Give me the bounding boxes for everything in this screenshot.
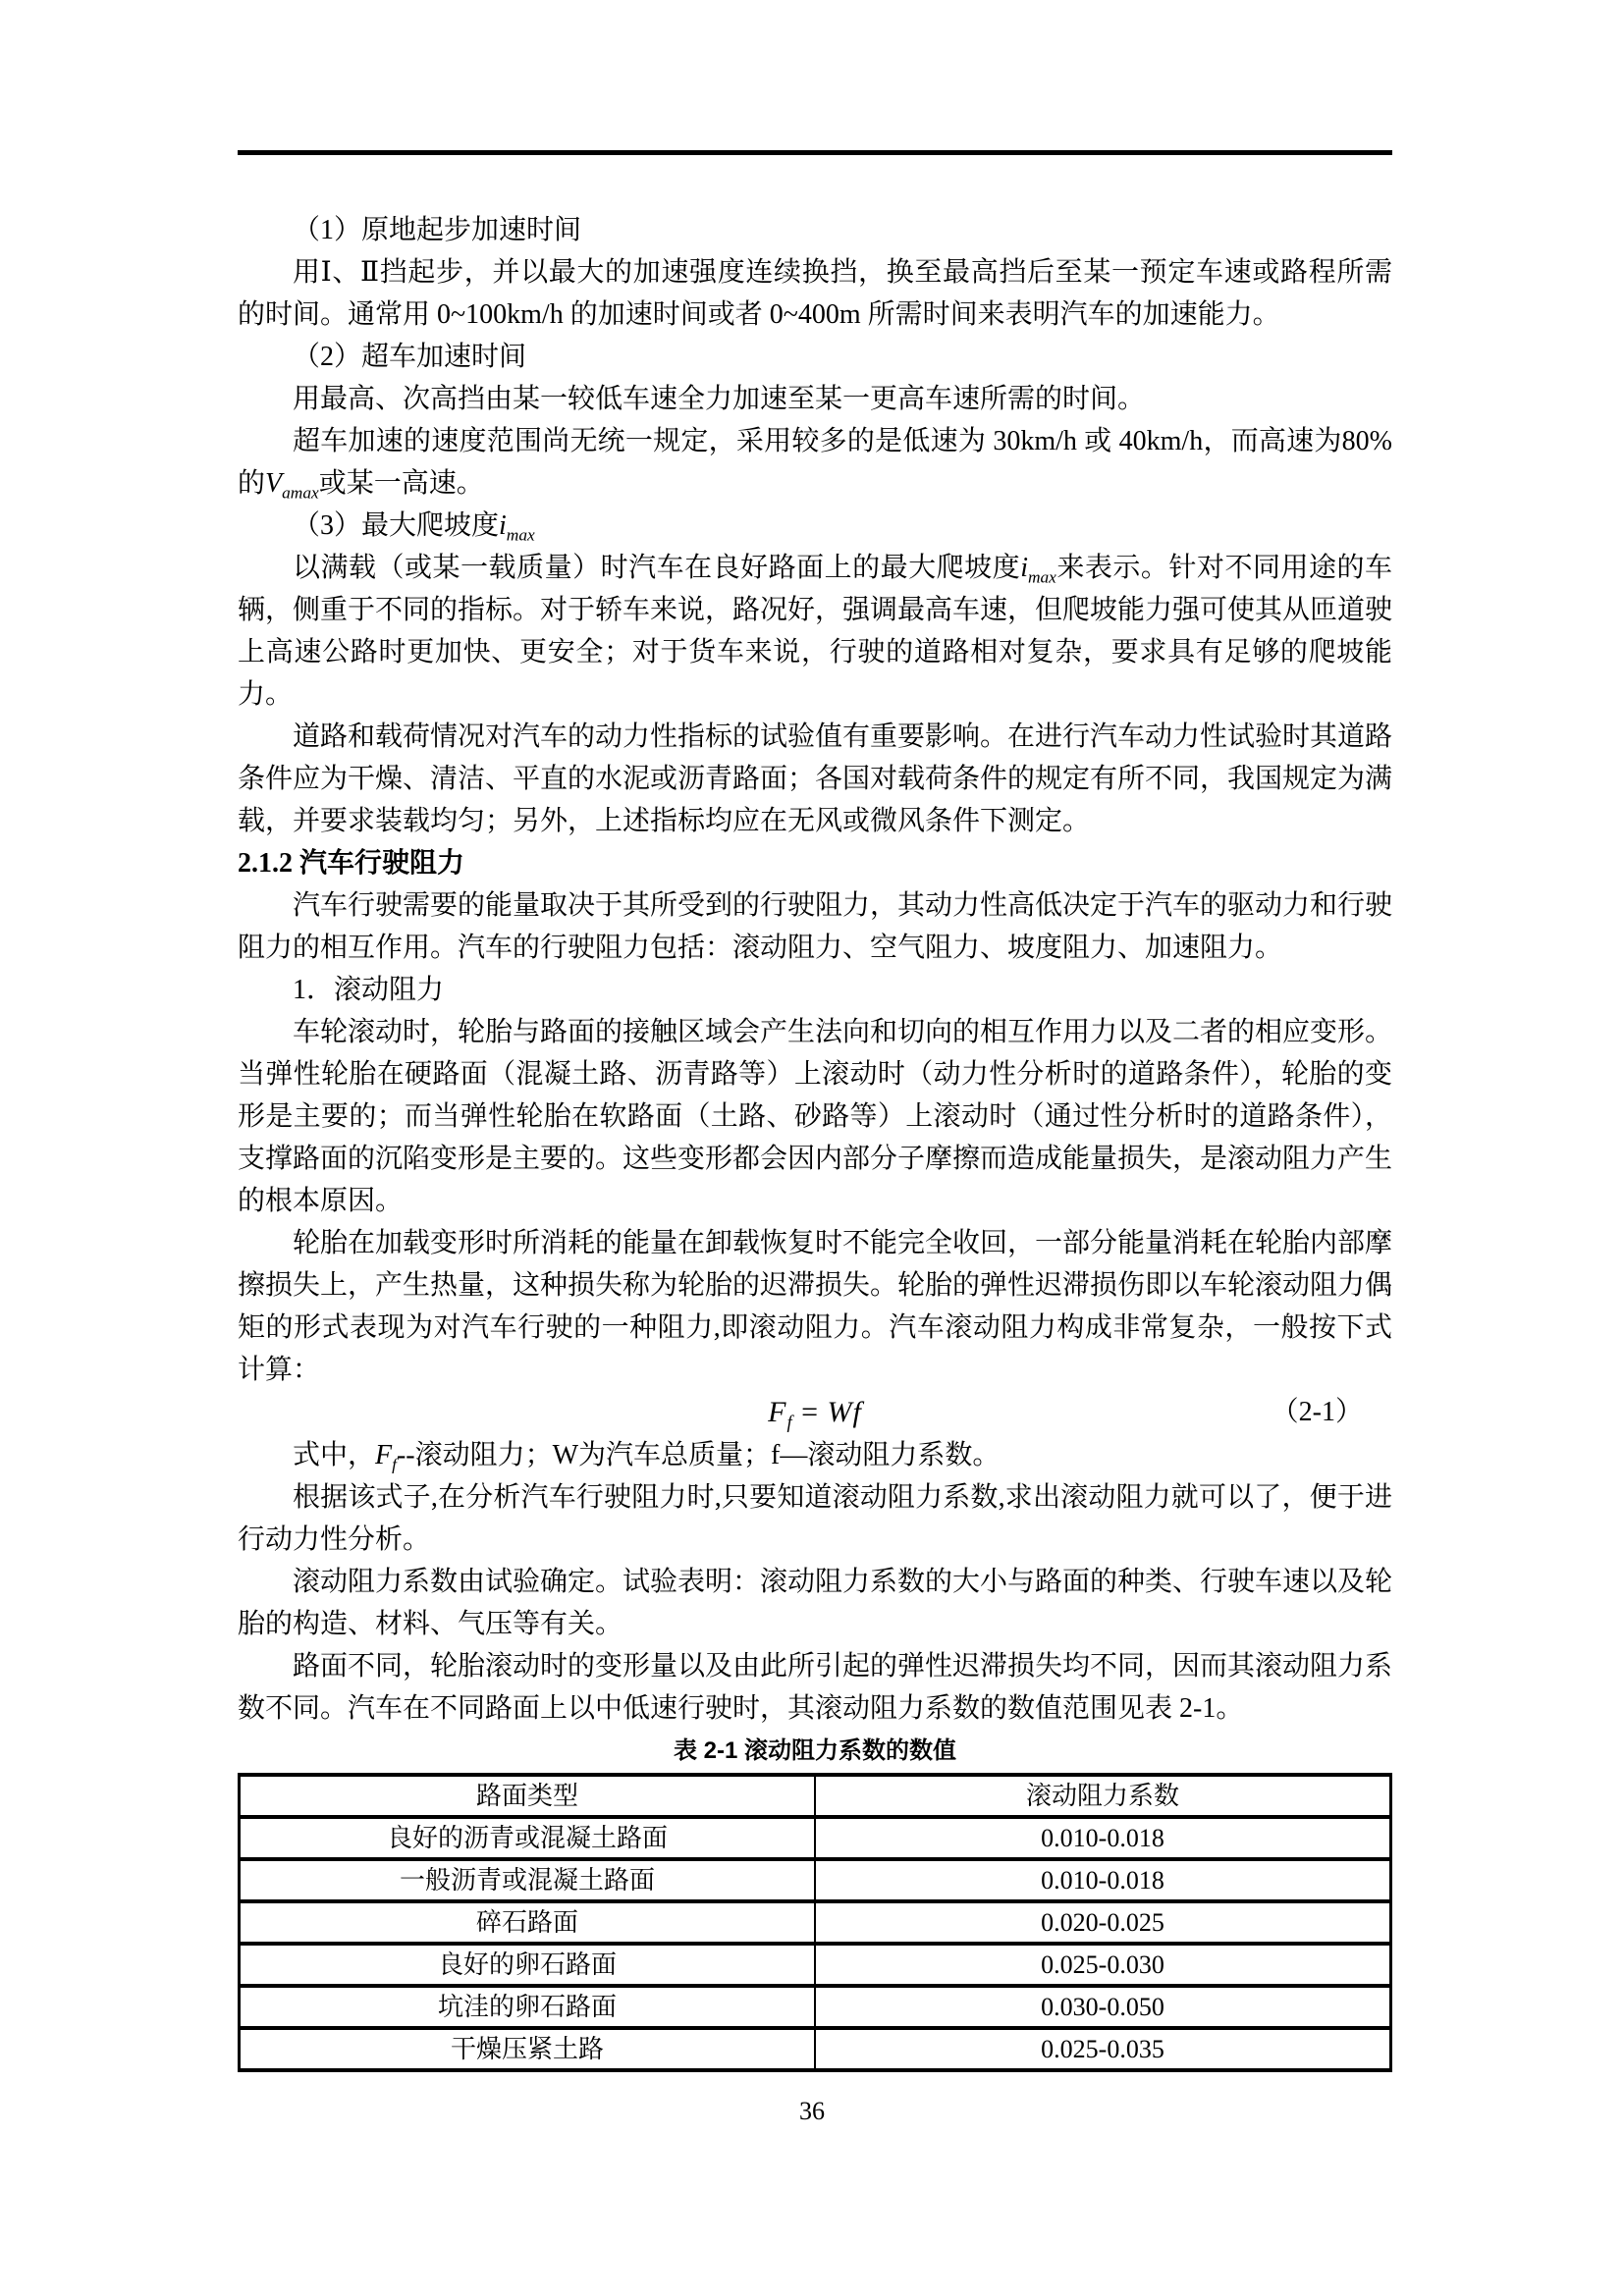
section-heading: 2.1.2 汽车行驶阻力 — [238, 848, 465, 879]
table-row — [240, 1817, 1391, 1859]
math-subscript: max — [1027, 567, 1056, 587]
paragraph: 汽车行驶需要的能量取决于其所受到的行驶阻力，其动力性高低决定于汽车的驱动力和行驶阻力的相互作用。汽车的行驶阻力包括：滚动阻力、空气阻力、坡度阻力、加速阻力。 — [238, 890, 1393, 963]
table-cell: 良好的沥青或混凝土路面 — [240, 1817, 816, 1859]
page-header-rule — [238, 150, 1392, 155]
paragraph: 根据该式子,在分析汽车行驶阻力时,只要知道滚动阻力系数,求出滚动阻力就可以了，便于进行动力性分析。 — [238, 1482, 1392, 1555]
table-cell: 0.010-0.018 — [815, 1859, 1391, 1901]
table-cell: 一般沥青或混凝土路面 — [240, 1859, 816, 1901]
table-cell: 0.020-0.025 — [815, 1901, 1391, 1944]
document-body — [238, 209, 1392, 2072]
rolling-resistance-coefficient-table — [238, 1773, 1392, 2072]
paragraph: 滚动阻力系数由试验确定。试验表明：滚动阻力系数的大小与路面的种类、行驶车速以及轮胎的构造、材料、气压等有关。 — [238, 1567, 1393, 1639]
table-header-cell: 滚动阻力系数 — [815, 1775, 1391, 1817]
table-header-cell: 路面类型 — [240, 1775, 816, 1817]
paragraph: 道路和载荷情况对汽车的动力性指标的试验值有重要影响。在进行汽车动力性试验时其道路条件应为干燥、清洁、平直的水泥或沥青路面；各国对载荷条件的规定有所不同，我国规定为满载，并要求装载均匀；另外，上述指标均应在无风或微风条件下测定。 — [238, 721, 1393, 836]
table-cell: 干燥压紧土路 — [240, 2028, 816, 2070]
math-subscript: f — [786, 1413, 793, 1433]
paragraph: 车轮滚动时，轮胎与路面的接触区域会产生法向和切向的相互作用力以及二者的相应变形。当弹性轮胎在硬路面（混凝土路、沥青路等）上滚动时（动力性分析时的道路条件），轮胎的变形是主要的；而当弹性轮胎在软路面（土路、砂路等）上滚动时（通过性分析时的道路条件），支撑路面的沉陷变形是主要的。这些变形都会因内部分子摩擦而造成能量损失，是滚动阻力产生的根本原因。 — [238, 1017, 1393, 1216]
paragraph: 1．滚动阻力 — [293, 975, 445, 1005]
table-cell: 0.030-0.050 — [815, 1986, 1391, 2028]
table-cell: 良好的卵石路面 — [240, 1944, 816, 1986]
formula-row — [238, 1391, 1392, 1434]
paragraph: 用Ⅰ、Ⅱ挡起步，并以最大的加速强度连续换挡，换至最高挡后至某一预定车速或路程所需的时间。通常用 0~100km/h 的加速时间或者 0~400m 所需时间来表明汽车的加速能力。 — [238, 257, 1392, 330]
table-row — [240, 1859, 1391, 1901]
math-subscript: amax — [282, 483, 319, 503]
math-variable: F — [768, 1396, 787, 1428]
paragraph: （2）超车加速时间 — [293, 342, 527, 372]
math-variable: i — [499, 510, 507, 541]
table-cell: 0.025-0.030 — [815, 1944, 1391, 1986]
table-caption: 表 2-1 滚动阻力系数的数值 — [673, 1737, 957, 1764]
paragraph: 以满载（或某一载质量）时汽车在良好路面上的最大爬坡度$i_{max}$来表示。针对不同用途的车辆，侧重于不同的指标。对于轿车来说，路况好，强调最高车速，但爬坡能力强可使其从匝道驶上高速公路时更加快、更安全；对于货车来说，行驶的道路相对复杂，要求具有足够的爬坡能力。 — [238, 553, 1393, 710]
paragraph: 超车加速的速度范围尚无统一规定，采用较多的是低速为 30km/h 或 40km/h，而高速为80%的$V_{amax}$或某一高速。 — [238, 426, 1392, 503]
table-cell: 0.025-0.035 — [815, 2028, 1391, 2070]
paragraph: 路面不同，轮胎滚动时的变形量以及由此所引起的弹性迟滞损失均不同，因而其滚动阻力系数不同。汽车在不同路面上以中低速行驶时，其滚动阻力系数的数值范围见表 2-1。 — [238, 1651, 1393, 1724]
table-cell: 碎石路面 — [240, 1901, 816, 1944]
page-number: 36 — [799, 2097, 825, 2125]
paragraph: 用最高、次高挡由某一较低车速全力加速至某一更高车速所需的时间。 — [293, 384, 1146, 414]
math-variable: W — [827, 1396, 853, 1428]
table-row — [240, 1986, 1391, 2028]
table-cell: 坑洼的卵石路面 — [240, 1986, 816, 2028]
math-variable: i — [1020, 553, 1028, 583]
math-variable: F — [375, 1440, 393, 1470]
table-header-row — [240, 1775, 1391, 1817]
table-row — [240, 2028, 1391, 2070]
math-subscript: max — [506, 525, 535, 545]
paragraph: （1）原地起步加速时间 — [293, 215, 582, 245]
math-variable: V — [265, 468, 283, 499]
table-cell: 0.010-0.018 — [815, 1817, 1391, 1859]
paragraph: 式中，$F_f--$滚动阻力；W为汽车总质量；f—滚动阻力系数。 — [293, 1440, 1001, 1474]
math-variable: f — [852, 1396, 862, 1428]
math-subscript: f — [392, 1455, 397, 1474]
paragraph: （3）最大爬坡度$i_{max}$ — [293, 510, 535, 545]
table-row — [240, 1944, 1391, 1986]
formula-expression: $F_f = Wf$ — [768, 1396, 862, 1433]
table-row — [240, 1901, 1391, 1944]
paragraph: 轮胎在加载变形时所消耗的能量在卸载恢复时不能完全收回，一部分能量消耗在轮胎内部摩擦损失上，产生热量，这种损失称为轮胎的迟滞损失。轮胎的弹性迟滞损伤即以车轮滚动阻力偶矩的形式表现为对汽车行驶的一种阻力,即滚动阻力。汽车滚动阻力构成非常复杂，一般按下式计算： — [238, 1228, 1393, 1385]
equation-number: （2-1） — [1271, 1397, 1363, 1427]
